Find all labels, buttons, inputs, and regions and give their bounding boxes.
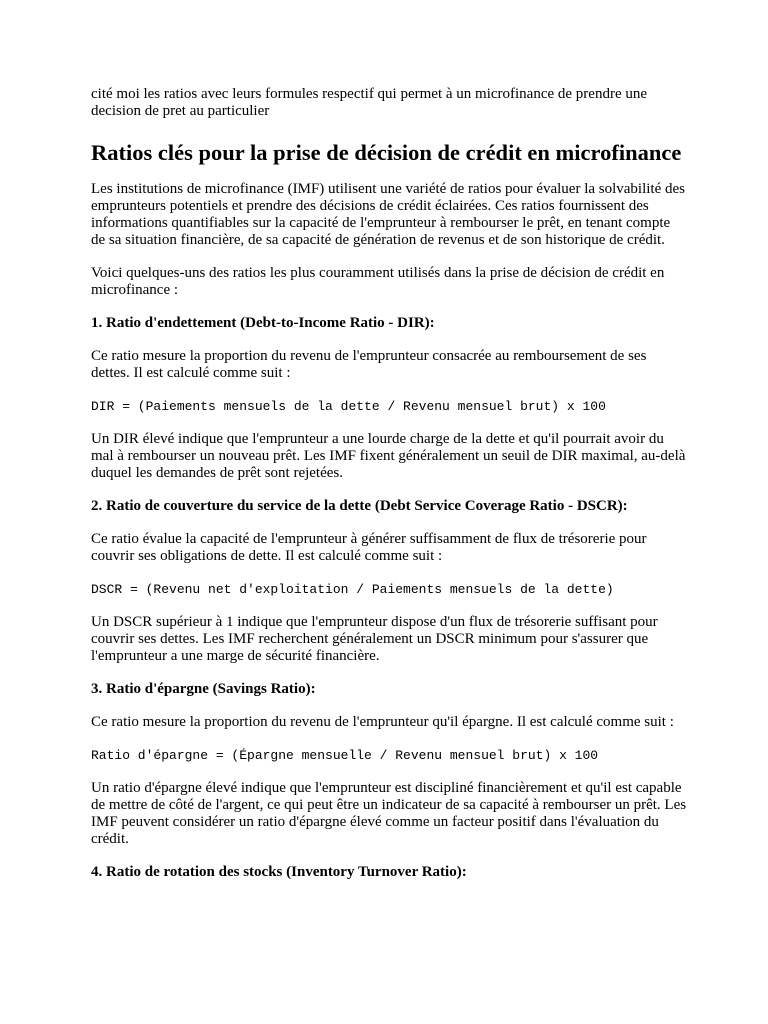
ratio-1-formula: DIR = (Paiements mensuels de la dette / Revenu mensuel brut) x 100 (91, 399, 606, 414)
intro-paragraph-2: Voici quelques-uns des ratios les plus couramment utilisés dans la prise de décision de crédit en microfinance : (91, 265, 665, 298)
ratio-2-formula: DSCR = (Revenu net d'exploitation / Paiements mensuels de la dette) (91, 582, 614, 597)
ratio-2-title: 2. Ratio de couverture du service de la dette (Debt Service Coverage Ratio - DSCR): (91, 498, 628, 514)
ratio-3-formula: Ratio d'épargne = (Épargne mensuelle / Revenu mensuel brut) x 100 (91, 748, 599, 763)
ratio-3-description: Ce ratio mesure la proportion du revenu de l'emprunteur qu'il épargne. Il est calculé comme suit : (91, 714, 674, 730)
ratio-2-explanation: Un DSCR supérieur à 1 indique que l'emprunteur dispose d'un flux de trésorerie suffisant pour couvrir ses dettes. Les IMF recherchent généralement un DSCR minimum pour s'assurer que l'emprunteur a une marge de sécurité financière. (91, 614, 658, 664)
intro-paragraph-1: Les institutions de microfinance (IMF) utilisent une variété de ratios pour évaluer la solvabilité des emprunteurs potentiels et prendre des décisions de crédit éclairées. Ces ratios fournissent des informations quantifiables sur la capacité de l'emprunteur à rembourser le prêt, en tenant compte de sa situation financière, de sa capacité de génération de revenus et de son historique de crédit. (91, 181, 686, 248)
document-page (91, 86, 687, 897)
ratio-4-title: 4. Ratio de rotation des stocks (Inventory Turnover Ratio): (91, 864, 467, 880)
page-title: Ratios clés pour la prise de décision de crédit en microfinance (91, 140, 682, 165)
ratio-1-description: Ce ratio mesure la proportion du revenu de l'emprunteur consacrée au remboursement de ses dettes. Il est calculé comme suit : (91, 348, 647, 381)
ratio-2-description: Ce ratio évalue la capacité de l'emprunteur à générer suffisamment de flux de trésorerie pour couvrir ses obligations de dette. Il est calculé comme suit : (91, 531, 647, 564)
user-prompt: cité moi les ratios avec leurs formules respectif qui permet à un microfinance de prendre une decision de pret au particulier (91, 86, 648, 119)
ratio-1-explanation: Un DIR élevé indique que l'emprunteur a une lourde charge de la dette et qu'il pourrait avoir du mal à rembourser un nouveau prêt. Les IMF fixent généralement un seuil de DIR maximal, au-delà duquel les demandes de prêt sont rejetées. (91, 431, 686, 481)
ratio-3-title: 3. Ratio d'épargne (Savings Ratio): (91, 681, 316, 697)
ratio-3-explanation: Un ratio d'épargne élevé indique que l'emprunteur est discipliné financièrement et qu'il est capable de mettre de côté de l'argent, ce qui peut être un indicateur de sa capacité à rembourser un prêt. Les IMF peuvent considérer un ratio d'épargne élevé comme un facteur positif dans l'évaluation du crédit. (91, 780, 687, 847)
ratio-1-title: 1. Ratio d'endettement (Debt-to-Income Ratio - DIR): (91, 315, 435, 331)
